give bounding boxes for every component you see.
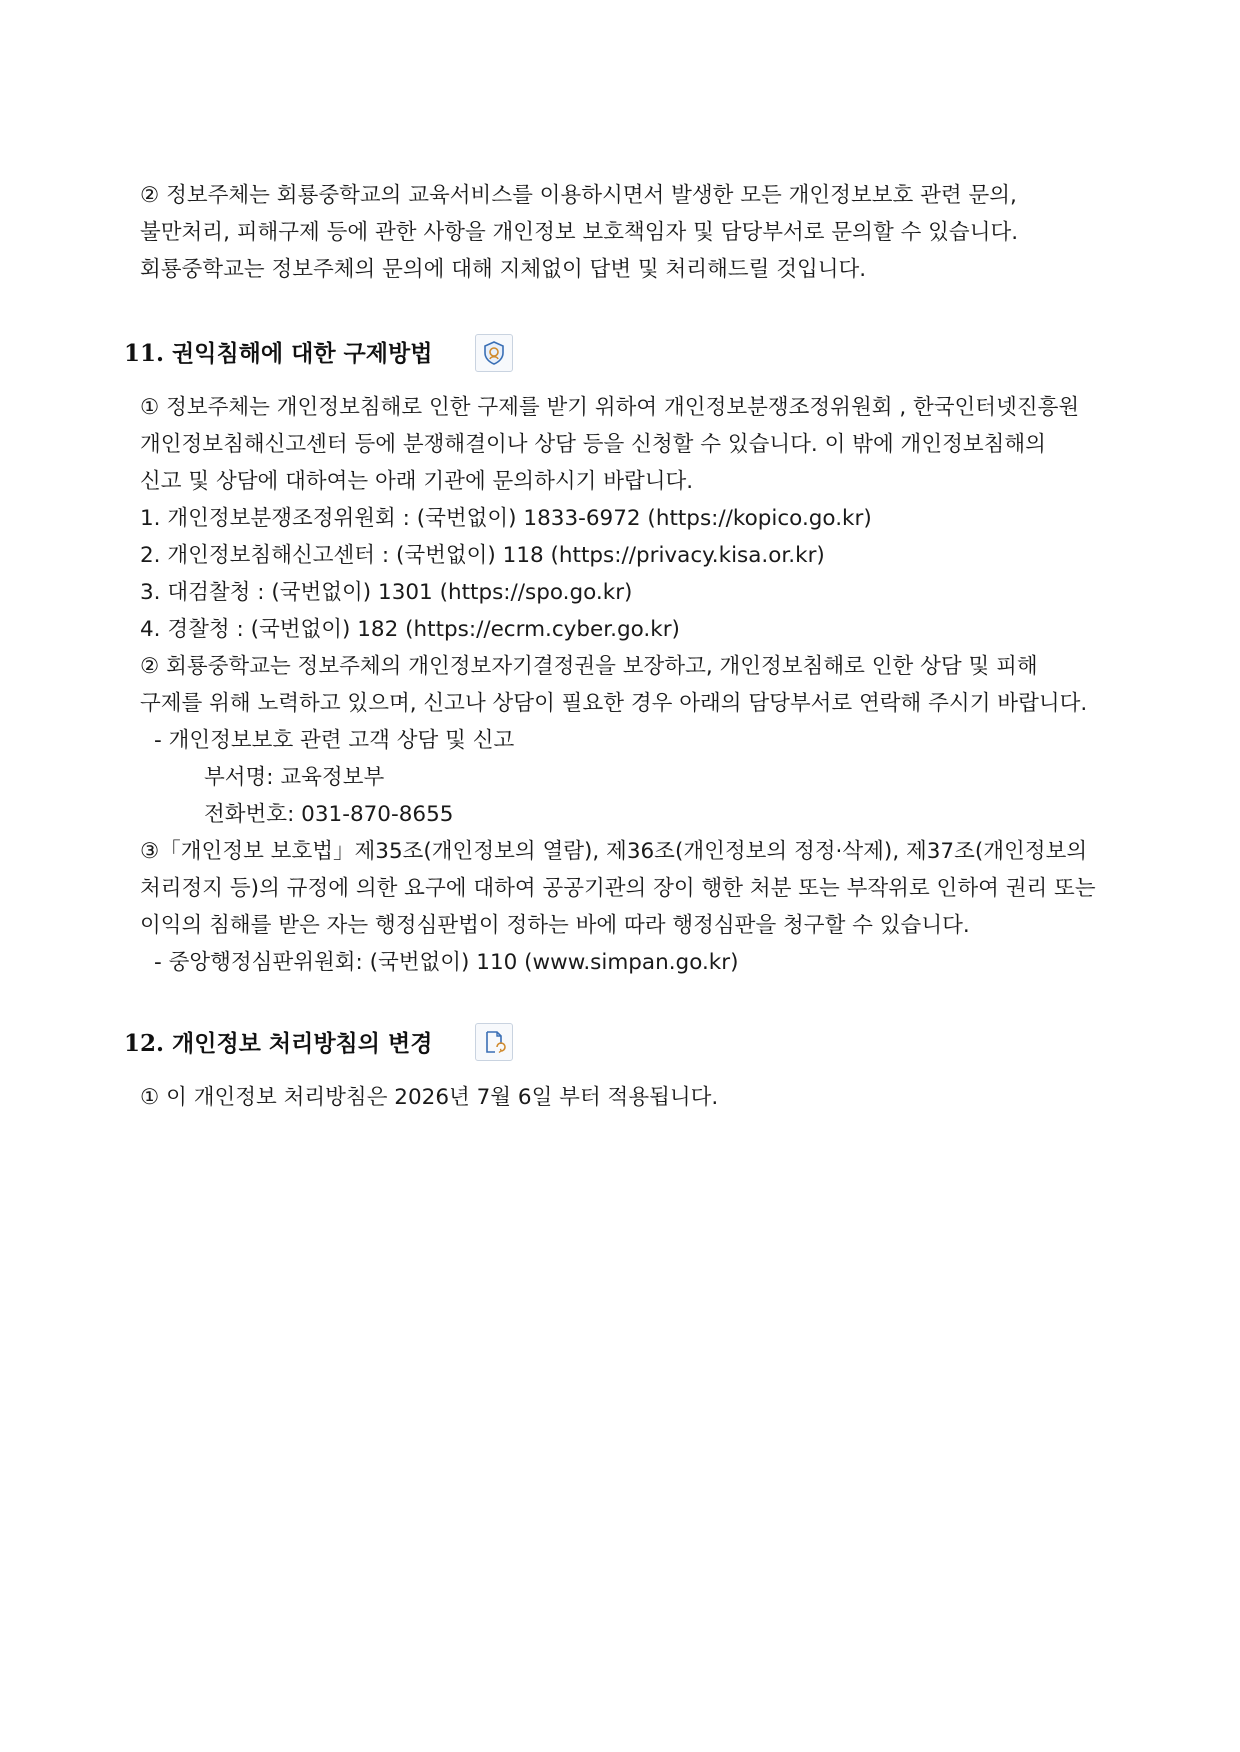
contact-title: - 개인정보보호 관련 고객 상담 및 신고 (154, 728, 515, 753)
simpan-contact: - 중앙행정심판위원회: (국번없이) 110 (www.simpan.go.kr) (154, 950, 739, 975)
s11-p3-line-1: ③「개인정보 보호법」제35조(개인정보의 열람), 제36조(개인정보의 정정·삭제), 제37조(개인정보의 (140, 839, 1088, 864)
department-name: 부서명: 교육정보부 (204, 765, 385, 790)
intro-line-3: 회룡중학교는 정보주체의 문의에 대해 지체없이 답변 및 처리해드릴 것입니다. (140, 257, 867, 282)
s12-p1: ① 이 개인정보 처리방침은 2026년 7월 6일 부터 적용됩니다. (140, 1085, 719, 1110)
section-12-title: 12. 개인정보 처리방침의 변경 (124, 1030, 433, 1057)
department-phone: 전화번호: 031-870-8655 (204, 802, 454, 827)
document-refresh-icon (475, 1023, 513, 1061)
section-11-title: 11. 권익침해에 대한 구제방법 (124, 340, 433, 367)
s11-p2-line-1: ② 회룡중학교는 정보주체의 개인정보자기결정권을 보장하고, 개인정보침해로 인한 상담 및 피해 (140, 654, 1038, 679)
agency-item: 4. 경찰청 : (국번없이) 182 (https://ecrm.cyber.go.kr) (140, 617, 680, 642)
intro-line-2: 불만처리, 피해구제 등에 관한 사항을 개인정보 보호책임자 및 담당부서로 문의할 수 있습니다. (140, 220, 1019, 245)
s11-p1-line-2: 개인정보침해신고센터 등에 분쟁해결이나 상담 등을 신청할 수 있습니다. 이 밖에 개인정보침해의 (140, 432, 1046, 457)
intro-line-1: ② 정보주체는 회룡중학교의 교육서비스를 이용하시면서 발생한 모든 개인정보보호 관련 문의, (140, 183, 1017, 208)
s11-p1-line-1: ① 정보주체는 개인정보침해로 인한 구제를 받기 위하여 개인정보분쟁조정위원회 , 한국인터넷진흥원 (140, 395, 1080, 420)
shield-icon (475, 334, 513, 372)
s11-p2-line-2: 구제를 위해 노력하고 있으며, 신고나 상담이 필요한 경우 아래의 담당부서로 연락해 주시기 바랍니다. (140, 691, 1088, 716)
s11-p1-line-3: 신고 및 상담에 대하여는 아래 기관에 문의하시기 바랍니다. (140, 469, 694, 494)
agency-item: 3. 대검찰청 : (국번없이) 1301 (https://spo.go.kr) (140, 580, 633, 605)
s11-p3-line-3: 이익의 침해를 받은 자는 행정심판법이 정하는 바에 따라 행정심판을 청구할 수 있습니다. (140, 913, 970, 938)
s11-p3-line-2: 처리정지 등)의 규정에 의한 요구에 대하여 공공기관의 장이 행한 처분 또는 부작위로 인하여 권리 또는 (140, 876, 1096, 901)
agency-item: 1. 개인정보분쟁조정위원회 : (국번없이) 1833-6972 (https://kopico.go.kr) (140, 506, 872, 531)
agency-item: 2. 개인정보침해신고센터 : (국번없이) 118 (https://privacy.kisa.or.kr) (140, 543, 825, 568)
